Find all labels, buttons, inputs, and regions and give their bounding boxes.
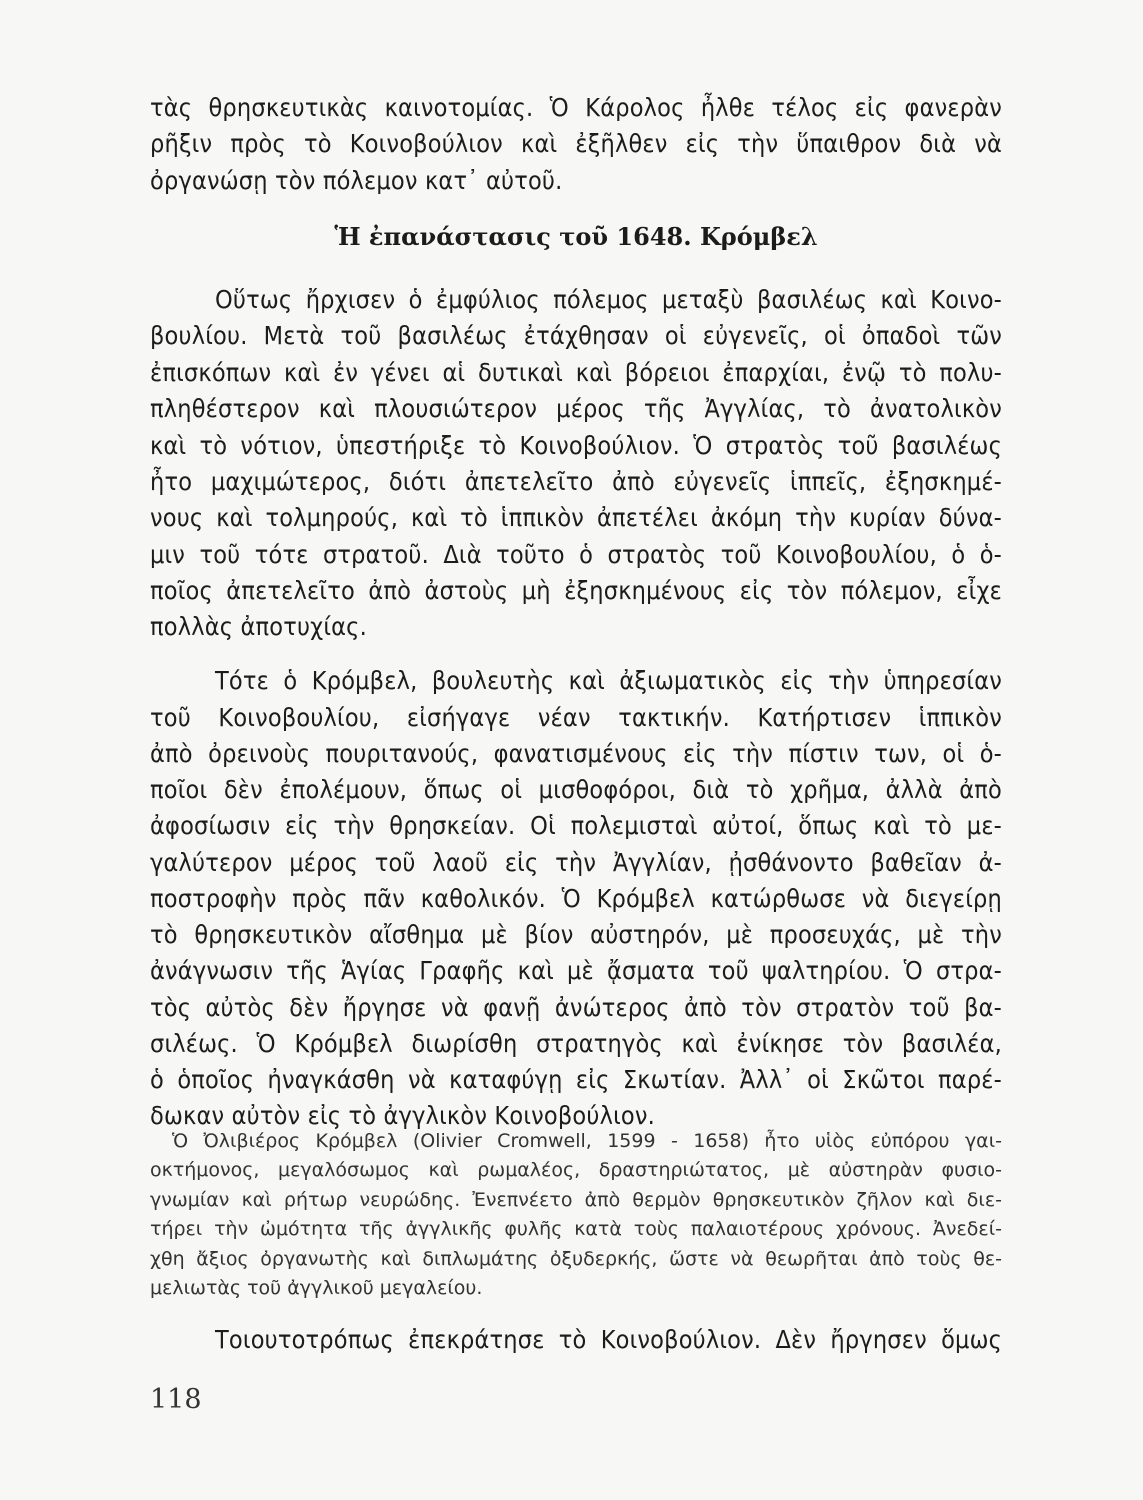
text-line: ἀφοσίωσιν εἰς τὴν θρησκείαν. Οἱ πολεμισταὶ αὐτοί, ὅπως καὶ τὸ με-: [150, 811, 1002, 840]
text-line: νους καὶ τολμηρούς, καὶ τὸ ἱππικὸν ἀπετέλει ἀκόμη τὴν κυρίαν δύνα-: [150, 503, 1002, 532]
text-line: βουλίου. Μετὰ τοῦ βασιλέως ἐτάχθησαν οἱ εὐγενεῖς, οἱ ὀπαδοὶ τῶν: [150, 321, 1002, 350]
text-line: ὀργανώσῃ τὸν πόλεμον κατ᾽ αὐτοῦ.: [150, 166, 563, 195]
footnote-line: οκτήμονος, μεγαλόσωμος καὶ ρωμαλέος, δραστηριώτατος, μὲ αὐστηρὰν φυσιο-: [150, 1159, 1002, 1181]
text-line: καὶ τὸ νότιον, ὑπεστήριξε τὸ Κοινοβούλιον. Ὁ στρατὸς τοῦ βασιλέως: [150, 431, 1002, 460]
text-line: σιλέως. Ὁ Κρόμβελ διωρίσθη στρατηγὸς καὶ ἐνίκησε τὸν βασιλέα,: [150, 1029, 1002, 1058]
footnote-line: τήρει τὴν ὠμότητα τῆς ἀγγλικῆς φυλῆς κατὰ τοὺς παλαιοτέρους χρόνους. Ἀνεδεί-: [150, 1218, 1002, 1240]
text-line: δωκαν αὐτὸν εἰς τὸ ἀγγλικὸν Κοινοβούλιον.: [150, 1101, 655, 1130]
text-line: ποῖοι δὲν ἐπολέμουν, ὅπως οἱ μισθοφόροι, διὰ τὸ χρῆμα, ἀλλὰ ἀπὸ: [150, 775, 1002, 804]
text-line: ἦτο μαχιμώτερος, διότι ἀπετελεῖτο ἀπὸ εὐγενεῖς ἱππεῖς, ἐξησκημέ-: [150, 467, 1002, 496]
footnote-line: μελιωτὰς τοῦ ἀγγλικοῦ μεγαλείου.: [150, 1277, 483, 1299]
text-line: ποστροφὴν πρὸς πᾶν καθολικόν. Ὁ Κρόμβελ κατώρθωσε νὰ διεγείρῃ: [150, 884, 1002, 913]
section-heading: Ἡ ἐπανάστασις τοῦ 1648. Κρόμβελ: [334, 222, 818, 251]
text-line: μιν τοῦ τότε στρατοῦ. Διὰ τοῦτο ὁ στρατὸς τοῦ Κοινοβουλίου, ὁ ὁ-: [150, 540, 1002, 569]
text-line: ἐπισκόπων καὶ ἐν γένει αἱ δυτικαὶ καὶ βόρειοι ἐπαρχίαι, ἐνῷ τὸ πολυ-: [150, 358, 1002, 387]
text-line: τὸς αὐτὸς δὲν ἤργησε νὰ φανῇ ἀνώτερος ἀπὸ τὸν στρατὸν τοῦ βα-: [150, 993, 1002, 1022]
text-line: ἀπὸ ὀρεινοὺς πουριτανούς, φανατισμένους εἰς τὴν πίστιν των, οἱ ὁ-: [150, 739, 1002, 768]
text-line: πληθέστερον καὶ πλουσιώτερον μέρος τῆς Ἀγγλίας, τὸ ἀνατολικὸν: [150, 394, 1002, 423]
text-line: ὁ ὁποῖος ἠναγκάσθη νὰ καταφύγῃ εἰς Σκωτίαν. Ἀλλ᾽ οἱ Σκῶτοι παρέ-: [150, 1065, 1002, 1094]
text-line: Τοιουτοτρόπως ἐπεκράτησε τὸ Κοινοβούλιον. Δὲν ἤργησεν ὅμως: [215, 1325, 1002, 1354]
text-line: ρῆξιν πρὸς τὸ Κοινοβούλιον καὶ ἐξῆλθεν εἰς τὴν ὕπαιθρον διὰ νὰ: [150, 129, 1002, 158]
text-line: ποῖος ἀπετελεῖτο ἀπὸ ἀστοὺς μὴ ἐξησκημένους εἰς τὸν πόλεμον, εἶχε: [150, 576, 1002, 605]
footnote-line: χθη ἄξιος ὀργανωτὴς καὶ διπλωμάτης ὀξυδερκής, ὥστε νὰ θεωρῆται ἀπὸ τοὺς θε-: [150, 1248, 1002, 1270]
page-number: 118: [150, 1384, 202, 1415]
text-line: τοῦ Κοινοβουλίου, εἰσήγαγε νέαν τακτικήν. Κατήρτισεν ἱππικὸν: [150, 703, 1002, 732]
text-line: τὸ θρησκευτικὸν αἴσθημα μὲ βίον αὐστηρόν, μὲ προσευχάς, μὲ τὴν: [150, 920, 1002, 949]
text-line: Τότε ὁ Κρόμβελ, βουλευτὴς καὶ ἀξιωματικὸς εἰς τὴν ὑπηρεσίαν: [215, 666, 1002, 695]
text-line: πολλὰς ἀποτυχίας.: [150, 612, 367, 641]
footnote-line: γνωμίαν καὶ ρήτωρ νευρώδης. Ἐνεπνέετο ἀπὸ θερμὸν θρησκευτικὸν ζῆλον καὶ διε-: [150, 1189, 1002, 1211]
text-line: γαλύτερον μέρος τοῦ λαοῦ εἰς τὴν Ἀγγλίαν, ᾐσθάνοντο βαθεῖαν ἀ-: [150, 848, 1002, 877]
text-line: ἀνάγνωσιν τῆς Ἁγίας Γραφῆς καὶ μὲ ᾄσματα τοῦ ψαλτηρίου. Ὁ στρα-: [150, 956, 1002, 985]
text-line: Οὕτως ἤρχισεν ὁ ἐμφύλιος πόλεμος μεταξὺ βασιλέως καὶ Κοινο-: [215, 285, 1002, 314]
text-line: τὰς θρησκευτικὰς καινοτομίας. Ὁ Κάρολος ἦλθε τέλος εἰς φανερὰν: [150, 93, 1002, 122]
footnote-line: Ὁ Ὀλιβιέρος Κρόμβελ (Olivier Cromwell, 1599 - 1658) ἦτο υἱὸς εὐπόρου γαι-: [172, 1130, 1002, 1152]
